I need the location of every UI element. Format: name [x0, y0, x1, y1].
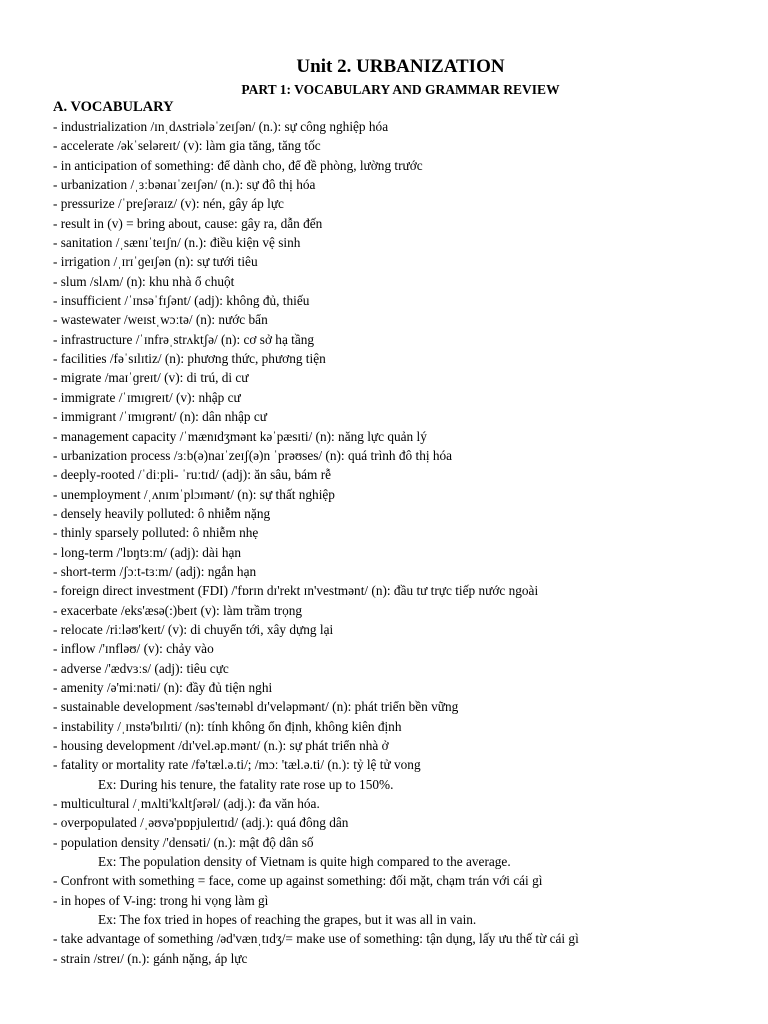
vocabulary-entry: - pressurize /ˈpreʃəraɪz/ (v): nén, gây áp lực: [53, 196, 284, 212]
vocabulary-entry: - insufficient /ˈɪnsəˈfɪʃənt/ (adj): không đủ, thiếu: [53, 293, 310, 309]
example-sentence: Ex: During his tenure, the fatality rate rose up to 150%.: [98, 776, 394, 792]
unit-title: Unit 2. URBANIZATION: [296, 56, 505, 77]
vocabulary-entry: - strain /streɪ/ (n.): gánh nặng, áp lực: [53, 950, 248, 966]
vocabulary-entry: - instability /ˌɪnstə'bɪlɪti/ (n): tính không ổn định, không kiên định: [53, 718, 402, 734]
vocabulary-entry: - immigrate /ˈɪmɪɡreɪt/ (v): nhập cư: [53, 389, 241, 405]
vocabulary-entry: - management capacity /ˈmænɪdʒmənt kəˈpæsɪti/ (n): năng lực quản lý: [53, 428, 427, 444]
vocabulary-entry: - take advantage of something /əd'vænˌtɪdʒ/= make use of something: tận dụng, lấy ưu thế từ cái gì: [53, 931, 579, 947]
vocabulary-entry: - wastewater /weɪstˌwɔːtə/ (n): nước bẩn: [53, 312, 268, 328]
vocabulary-entry: - urbanization /ˌɜːbənaɪˈzeɪʃən/ (n.): sự đô thị hóa: [53, 177, 316, 193]
vocabulary-entry: - densely heavily polluted: ô nhiễm nặng: [53, 505, 271, 521]
section-heading: A. VOCABULARY: [53, 99, 174, 115]
vocabulary-entry: - slum /slʌm/ (n): khu nhà ổ chuột: [53, 273, 235, 289]
vocabulary-entry: - exacerbate /eks'æsə(:)beɪt (v): làm trầm trọng: [53, 602, 303, 618]
vocabulary-entry: - result in (v) = bring about, cause: gây ra, dẫn đến: [53, 215, 323, 231]
vocabulary-list: [53, 117, 728, 968]
vocabulary-entry: - sustainable development /səs'teɪnəbl dɪ'veləpmənt/ (n): phát triển bền vững: [53, 699, 459, 715]
part-subtitle: PART 1: VOCABULARY AND GRAMMAR REVIEW: [241, 82, 560, 97]
vocabulary-entry: - migrate /maɪˈɡreɪt/ (v): di trú, di cư: [53, 370, 249, 386]
vocabulary-entry: - in anticipation of something: để dành cho, để đề phòng, lường trước: [53, 157, 423, 173]
vocabulary-entry: - fatality or mortality rate /fə'tæl.ə.ti/; /mɔː 'tæl.ə.ti/ (n.): tỷ lệ tử vong: [53, 757, 421, 773]
vocabulary-entry: - amenity /ə'miːnəti/ (n): đầy đủ tiện nghi: [53, 679, 273, 695]
vocabulary-entry: - population density /'densəti/ (n.): mật độ dân số: [53, 834, 314, 850]
vocabulary-entry: - housing development /dɪ'vel.əp.mənt/ (n.): sự phát triển nhà ở: [53, 738, 389, 753]
vocabulary-entry: - deeply-rooted /ˈdiːpli- ˈruːtɪd/ (adj): ăn sâu, bám rễ: [53, 467, 332, 483]
vocabulary-entry: - thinly sparsely polluted: ô nhiễm nhẹ: [53, 525, 259, 541]
vocabulary-entry: - in hopes of V-ing: trong hi vọng làm gì: [53, 892, 269, 908]
vocabulary-entry: - foreign direct investment (FDI) /'fɒrɪn dɪ'rekt ɪn'vestmənt/ (n): đầu tư trực tiếp nước ngoài: [53, 583, 539, 599]
vocabulary-entry: - short-term /ʃɔːt-tɜːm/ (adj): ngắn hạn: [53, 563, 257, 579]
vocabulary-entry: - urbanization process /ɜːb(ə)naɪˈzeɪʃ(ə)n ˈprəʊses/ (n): quá trình đô thị hóa: [53, 447, 453, 463]
vocabulary-entry: - adverse /'ædvɜːs/ (adj): tiêu cực: [53, 660, 229, 676]
vocabulary-entry: - unemployment /ˌʌnɪmˈplɔɪmənt/ (n): sự thất nghiệp: [53, 486, 335, 502]
vocabulary-entry: - multicultural /ˌmʌlti'kʌltʃərəl/ (adj.): đa văn hóa.: [53, 796, 320, 812]
vocabulary-entry: - facilities /fəˈsɪlɪtiz/ (n): phương thức, phương tiện: [53, 351, 326, 367]
vocabulary-entry: - immigrant /ˈɪmɪɡrənt/ (n): dân nhập cư: [53, 409, 267, 425]
vocabulary-entry: - relocate /riːləʊ'keɪt/ (v): di chuyển tới, xây dựng lại: [53, 621, 334, 637]
vocabulary-entry: - infrastructure /ˈɪnfrəˌstrʌktʃə/ (n): cơ sở hạ tầng: [53, 331, 315, 347]
vocabulary-entry: - sanitation /ˌsænɪˈteɪʃn/ (n.): điều kiện vệ sinh: [53, 235, 301, 251]
vocabulary-entry: - accelerate /əkˈseləreɪt/ (v): làm gia tăng, tăng tốc: [53, 138, 321, 154]
vocabulary-entry: - irrigation /ˌɪrɪˈɡeɪʃən (n): sự tưới tiêu: [53, 254, 258, 270]
vocabulary-entry: - overpopulated /ˌəʊvə'pɒpjuleɪtɪd/ (adj.): quá đông dân: [53, 815, 349, 831]
vocabulary-entry: - Confront with something = face, come up against something: đối mặt, chạm trán với cái gì: [53, 873, 543, 889]
example-sentence: Ex: The fox tried in hopes of reaching the grapes, but it was all in vain.: [98, 912, 477, 928]
vocabulary-entry: - inflow /'ɪnfləʊ/ (v): chảy vào: [53, 641, 214, 657]
example-sentence: Ex: The population density of Vietnam is quite high compared to the average.: [98, 854, 511, 870]
vocabulary-entry: - industrialization /ɪnˌdʌstriələˈzeɪʃən/ (n.): sự công nghiệp hóa: [53, 119, 389, 134]
vocabulary-entry: - long-term /'lɒŋtɜːm/ (adj): dài hạn: [53, 544, 242, 560]
